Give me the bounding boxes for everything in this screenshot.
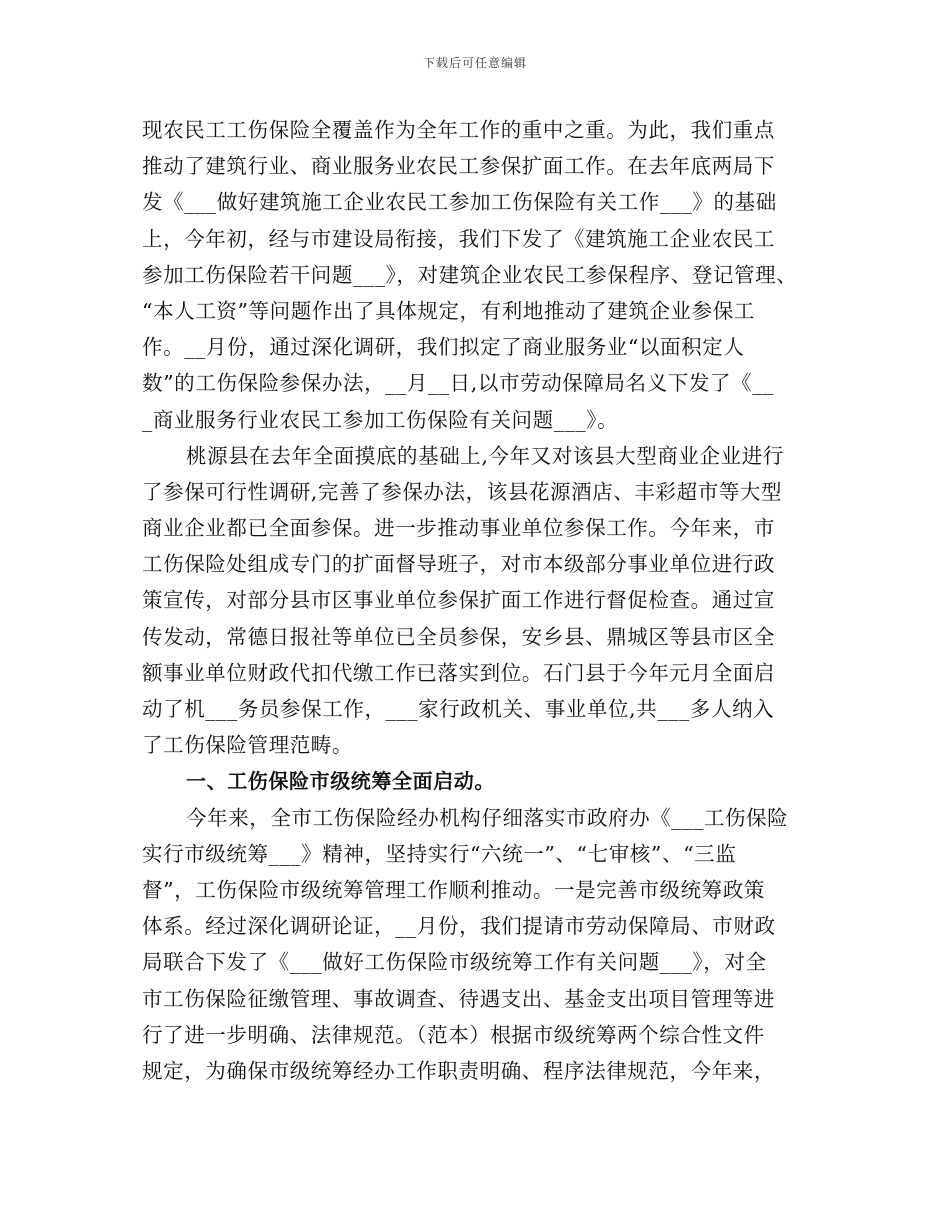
text-line-3: 发《___做好建筑施工企业农民工参加工伤保险有关工作___》的基础 bbox=[142, 190, 777, 215]
text-line-18: 了工伤保险管理范畴。 bbox=[142, 733, 353, 758]
text-line-5: 参加工伤保险若干问题___》，对建筑企业农民工参保程序、登记管理、 bbox=[142, 262, 798, 287]
text-line-15: 传发动，常德日报社等单位已全员参保，安乡县、鼎城区等县市区全 bbox=[142, 624, 775, 649]
text-line-24: 局联合下发了《___做好工伤保险市级统筹工作有关问题___》，对全 bbox=[142, 950, 767, 975]
paragraph-start-line: 桃源县在去年全面摸底的基础上,今年又对该县大型商业企业进行 bbox=[186, 443, 784, 468]
text-line-1: 现农民工工伤保险全覆盖作为全年工作的重中之重。为此，我们重点 bbox=[142, 118, 775, 142]
text-line-21: 实行市级统筹___》精神，坚持实行“六统一”、“七审核”、“三监 bbox=[142, 841, 737, 866]
text-line-22: 督”，工伤保险市级统筹管理工作顺利推动。一是完善市级统筹政策 bbox=[142, 877, 765, 902]
text-line-17: 动了机___务员参保工作，___家行政机关、事业单位,共___多人纳入 bbox=[142, 697, 775, 721]
text-line-16: 额事业单位财政代扣代缴工作已落实到位。石门县于今年元月全面启 bbox=[142, 660, 775, 685]
text-line-13: 工伤保险处组成专门的扩面督导班子，对市本级部分事业单位进行政 bbox=[142, 552, 775, 577]
text-line-25: 市工伤保险征缴管理、事故调查、待遇支出、基金支出项目管理等进 bbox=[142, 986, 775, 1011]
text-line-26: 行了进一步明确、法律规范。（范本）根据市级统筹两个综合性文件 bbox=[142, 1022, 765, 1047]
text-line-4: 上，今年初，经与市建设局衔接，我们下发了《建筑施工企业农民工 bbox=[142, 226, 775, 251]
paragraph-start-line: 今年来，全市工伤保险经办机构仔细落实市政府办《___工伤保险 bbox=[186, 805, 789, 830]
text-line-2: 推动了建筑行业、商业服务业农民工参保扩面工作。在去年底两局下 bbox=[142, 154, 775, 179]
text-line-8: 数”的工伤保险参保办法，__月__日,以市劳动保障局名义下发了《__ bbox=[142, 371, 774, 396]
text-line-9: _商业服务行业农民工参加工伤保险有关问题___》。 bbox=[142, 407, 619, 432]
section-heading: 一、工伤保险市级统筹全面启动。 bbox=[186, 769, 495, 794]
text-line-12: 商业企业都已全面参保。进一步推动事业单位参保工作。今年来，市 bbox=[142, 516, 775, 541]
text-line-27: 规定，为确保市级统筹经办工作职责明确、程序法律规范，今年来， bbox=[142, 1058, 775, 1083]
text-line-7: 作。__月份，通过深化调研，我们拟定了商业服务业“以面积定人 bbox=[142, 335, 745, 360]
text-line-6: “本人工资”等问题作出了具体规定，有利地推动了建筑企业参保工 bbox=[142, 298, 755, 323]
text-line-11: 了参保可行性调研,完善了参保办法，该县花源酒店、丰彩超市等大型 bbox=[142, 479, 783, 504]
page-header-note: 下载后可任意编辑 bbox=[422, 56, 527, 70]
document-body bbox=[142, 112, 822, 1089]
text-line-14: 策宣传，对部分县市区事业单位参保扩面工作进行督促检查。通过宣 bbox=[142, 588, 775, 613]
text-line-23: 体系。经过深化调研论证，__月份，我们提请市劳动保障局、市财政 bbox=[142, 914, 776, 939]
